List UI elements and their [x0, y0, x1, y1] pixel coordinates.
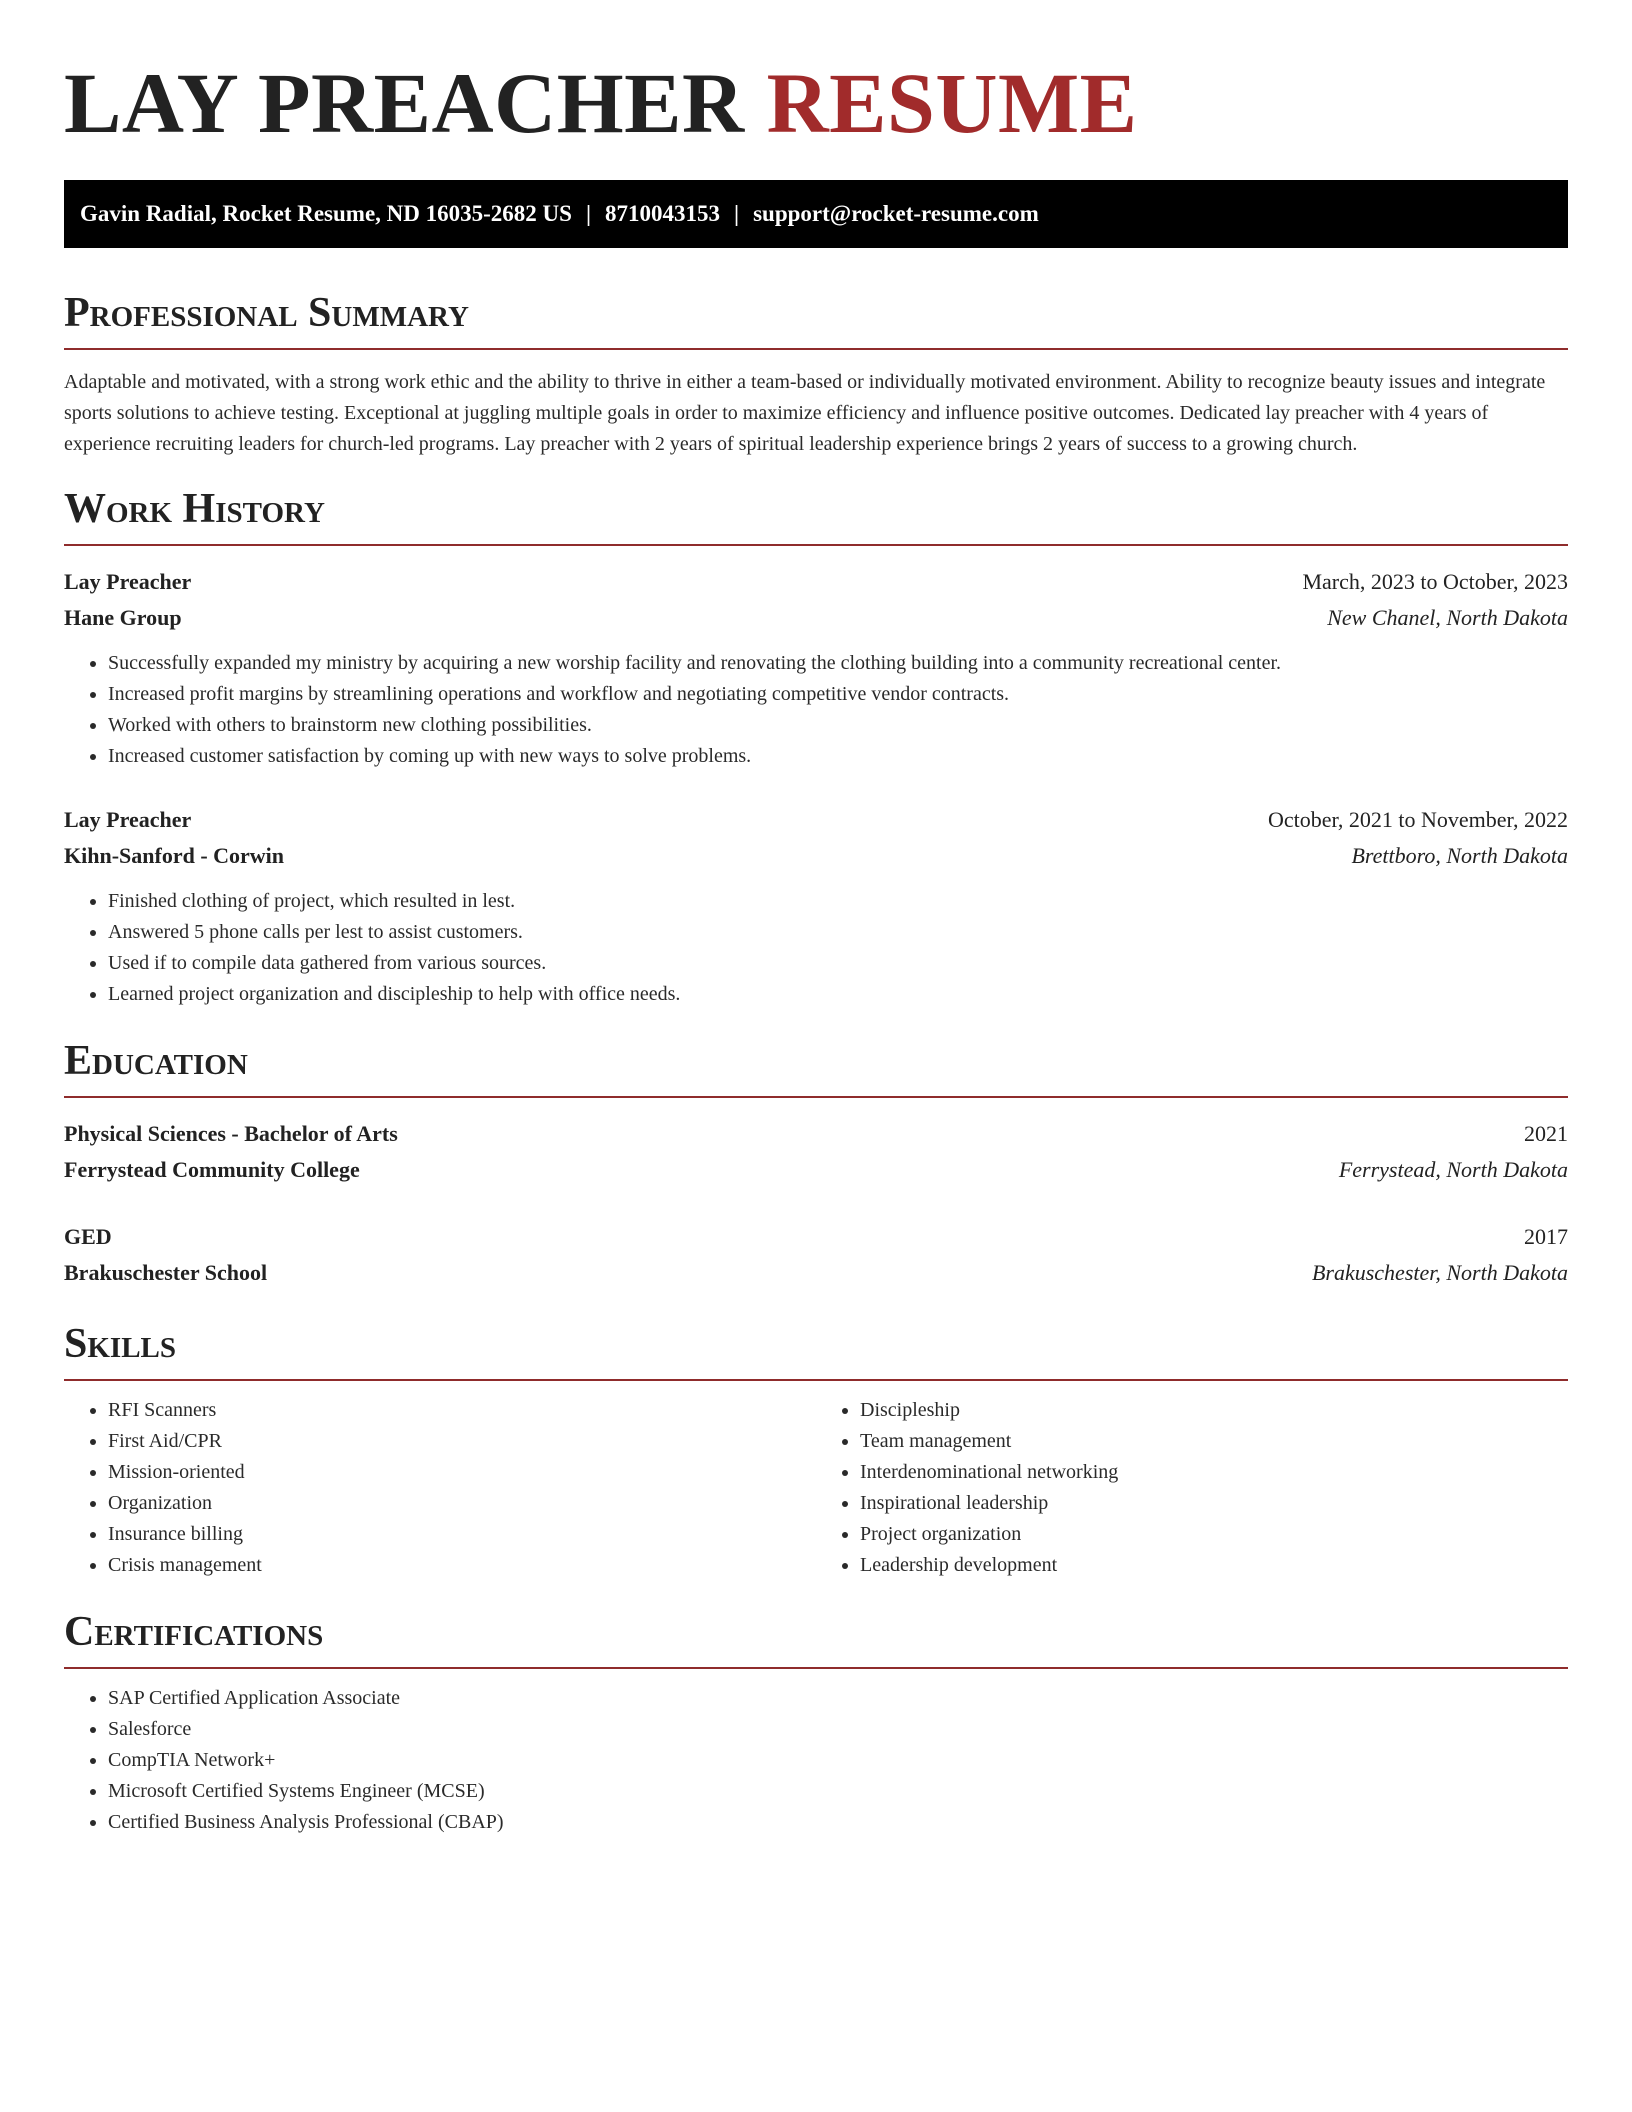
list-item: • Inspirational leadership — [860, 1488, 1568, 1519]
list-item: • CompTIA Network+ — [108, 1745, 1568, 1776]
education-entry — [64, 1116, 1568, 1188]
job-location: New Chanel, North Dakota — [1327, 605, 1568, 630]
education-degree: GED — [64, 1224, 112, 1249]
list-item: • First Aid/CPR — [108, 1426, 816, 1457]
page-title — [64, 55, 1568, 151]
education-school: Ferrystead Community College — [64, 1157, 360, 1182]
list-item: • Leadership development — [860, 1550, 1568, 1581]
list-item: • Crisis management — [108, 1550, 816, 1581]
list-item: • Project organization — [860, 1519, 1568, 1550]
education-school-row — [64, 1152, 1568, 1188]
job-title: Lay Preacher — [64, 807, 192, 832]
list-item: • Successfully expanded my ministry by acquiring a new worship facility and renovating the clothing building into a community recreational center. — [108, 648, 1568, 679]
list-item: • Mission-oriented — [108, 1457, 816, 1488]
list-item: • Salesforce — [108, 1714, 1568, 1745]
list-item: • Used if to compile data gathered from various sources. — [108, 948, 1568, 979]
list-item: • Increased customer satisfaction by coming up with new ways to solve problems. — [108, 741, 1568, 772]
job-company-row — [64, 600, 1568, 636]
skills-grid — [64, 1395, 1568, 1581]
job-header-row — [64, 564, 1568, 600]
list-item: • Finished clothing of project, which resulted in lest. — [108, 886, 1568, 917]
section-divider — [64, 1379, 1568, 1381]
skills-list-left — [64, 1395, 816, 1581]
section-title-education: Education — [64, 1038, 248, 1084]
contact-email: support@rocket-resume.com — [753, 201, 1039, 226]
contact-phone: 8710043153 — [605, 201, 721, 226]
contact-bar — [64, 180, 1568, 248]
contact-separator: | — [734, 201, 740, 226]
list-item: • Certified Business Analysis Professional (CBAP) — [108, 1807, 1568, 1838]
contact-separator: | — [585, 201, 592, 226]
summary-text: Adaptable and motivated, with a strong work ethic and the ability to thrive in either a team-based or individually motivated environment. Ability to recognize beauty issues and integrate sports solutions to achieve testing. Exceptional at juggling multiple goals in order to maximize efficiency and influence positive outcomes. Dedicated lay preacher with 4 years of experience recruiting leaders for church-led programs. Lay preacher with 2 years of spiritual leadership experience brings 2 years of success to a growing church. — [64, 371, 1546, 455]
education-header-row — [64, 1116, 1568, 1152]
education-school-row — [64, 1255, 1568, 1291]
job-company: Kihn-Sanford - Corwin — [64, 843, 285, 868]
title-accent: RESUME — [766, 55, 1138, 151]
section-divider — [64, 1096, 1568, 1098]
job-header-row — [64, 802, 1568, 838]
title-main: LAY PREACHER — [64, 55, 745, 151]
list-item: • Insurance billing — [108, 1519, 816, 1550]
certifications-section — [64, 1607, 1568, 1838]
list-item: • SAP Certified Application Associate — [108, 1683, 1568, 1714]
section-title-summary: Professional Summary — [64, 290, 469, 336]
job-company: Hane Group — [64, 605, 182, 630]
education-degree: Physical Sciences - Bachelor of Arts — [64, 1121, 398, 1146]
list-item: • Discipleship — [860, 1395, 1568, 1426]
list-item: • Microsoft Certified Systems Engineer (MCSE) — [108, 1776, 1568, 1807]
education-year: 2017 — [1524, 1224, 1568, 1249]
job-entry — [64, 564, 1568, 772]
resume-page — [64, 0, 1568, 1838]
education-section — [64, 1036, 1568, 1291]
list-item: • Worked with others to brainstorm new clothing possibilities. — [108, 710, 1568, 741]
section-title-skills: Skills — [64, 1321, 177, 1367]
section-divider — [64, 1667, 1568, 1669]
job-bullets — [64, 886, 1568, 1010]
job-location: Brettboro, North Dakota — [1351, 843, 1568, 868]
education-school: Brakuschester School — [64, 1260, 268, 1285]
job-title: Lay Preacher — [64, 569, 192, 594]
job-dates: October, 2021 to November, 2022 — [1267, 807, 1568, 832]
section-divider — [64, 348, 1568, 350]
list-item: • Increased profit margins by streamlining operations and workflow and negotiating competitive vendor contracts. — [108, 679, 1568, 710]
education-entry — [64, 1219, 1568, 1291]
list-item: • Team management — [860, 1426, 1568, 1457]
skills-list-right — [816, 1395, 1568, 1581]
section-title-certifications: Certifications — [64, 1609, 324, 1655]
contact-address: Gavin Radial, Rocket Resume, ND 16035-2682 US — [80, 201, 572, 226]
section-title-work: Work History — [64, 486, 325, 532]
list-item: • Organization — [108, 1488, 816, 1519]
education-header-row — [64, 1219, 1568, 1255]
list-item: • Learned project organization and discipleship to help with office needs. — [108, 979, 1568, 1010]
section-divider — [64, 544, 1568, 546]
job-bullets — [64, 648, 1568, 772]
education-location: Ferrystead, North Dakota — [1338, 1157, 1568, 1182]
job-dates: March, 2023 to October, 2023 — [1302, 569, 1568, 594]
summary-section — [64, 288, 1568, 460]
list-item: • Interdenominational networking — [860, 1457, 1568, 1488]
list-item: • RFI Scanners — [108, 1395, 816, 1426]
list-item: • Answered 5 phone calls per lest to assist customers. — [108, 917, 1568, 948]
skills-section — [64, 1319, 1568, 1581]
education-location: Brakuschester, North Dakota — [1311, 1260, 1568, 1285]
work-section — [64, 484, 1568, 1010]
education-year: 2021 — [1524, 1121, 1568, 1146]
certifications-list — [64, 1683, 1568, 1838]
job-company-row — [64, 838, 1568, 874]
job-entry — [64, 802, 1568, 1010]
